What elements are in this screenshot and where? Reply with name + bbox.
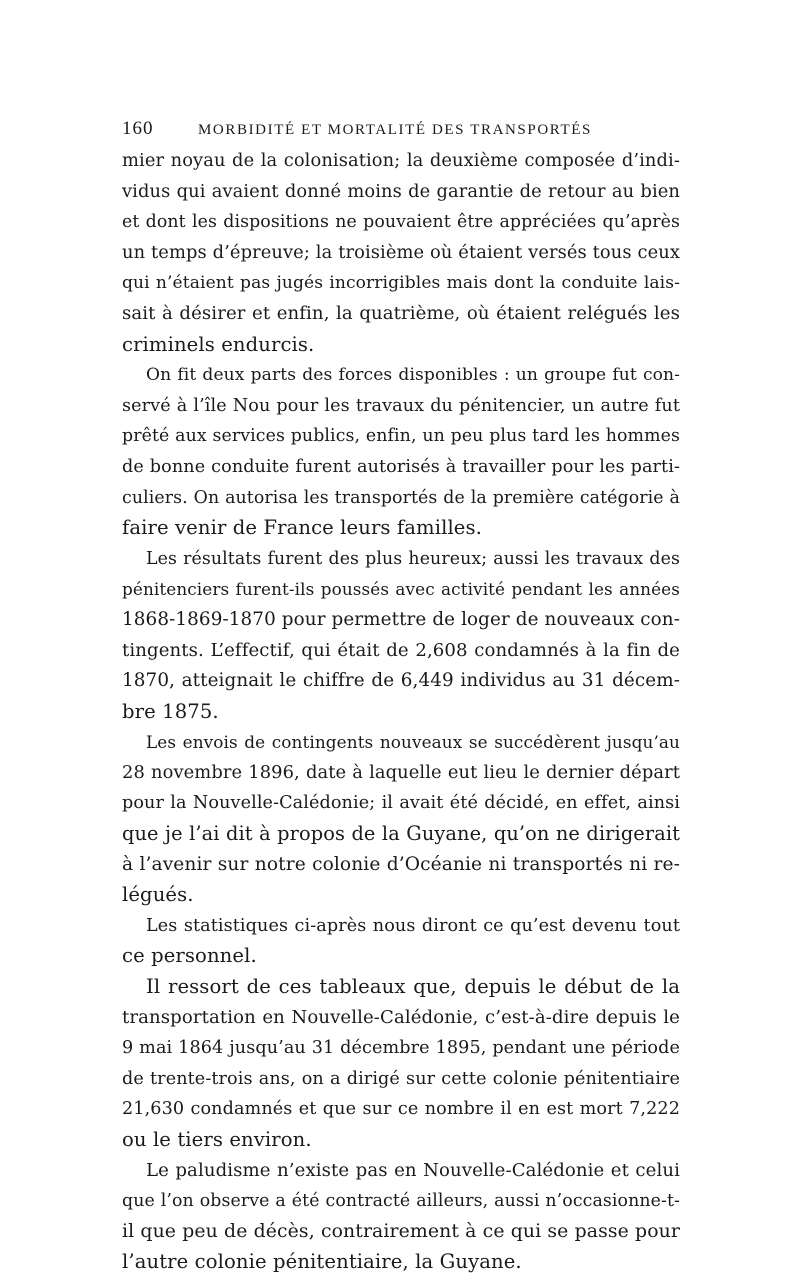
paragraph-first-line: On fit deux parts des forces disponibles : un groupe fut con-	[146, 365, 680, 386]
text-line: prêté aux services publics, enfin, un peu plus tard les hommes	[122, 426, 680, 447]
text-line: de bonne conduite furent autorisés à travailler pour les parti-	[122, 456, 680, 477]
paragraph-first-line: Les envois de contingents nouveaux se succédèrent jusqu’au	[146, 732, 680, 753]
text-line: à l’avenir sur notre colonie d’Océanie ni transportés ni re-	[122, 853, 680, 875]
text-line: pénitenciers furent-ils poussés avec activité pendant les années	[122, 579, 680, 600]
running-head	[122, 118, 680, 144]
text-line: tingents. L’effectif, qui était de 2,608 condamnés à la fin de	[122, 639, 680, 661]
text-line: ce personnel.	[122, 944, 257, 968]
text-line: un temps d’épreuve; la troisième où étaient versés tous ceux	[122, 241, 680, 263]
text-line: légués.	[122, 883, 194, 907]
text-line: et dont les dispositions ne pouvaient être appréciées qu’après	[122, 212, 680, 233]
body-text	[122, 146, 680, 1278]
text-line: il que peu de décès, contrairement à ce qui se passe pour	[122, 1220, 680, 1242]
text-line: 28 novembre 1896, date à laquelle eut lieu le dernier départ	[122, 761, 680, 783]
text-line: sait à désirer et enfin, la quatrième, où étaient relégués les	[122, 302, 680, 324]
text-line: 9 mai 1864 jusqu’au 31 décembre 1895, pendant une période	[122, 1038, 680, 1059]
paragraph-first-line: Les statistiques ci-après nous diront ce qu’est devenu tout	[146, 915, 680, 936]
text-line: faire venir de France leurs familles.	[122, 516, 482, 540]
paragraph-first-line: Les résultats furent des plus heureux; aussi les travaux des	[146, 548, 680, 569]
text-line: 1870, atteignait le chiffre de 6,449 individus au 31 décem-	[122, 670, 680, 692]
running-title: MORBIDITÉ ET MORTALITÉ DES TRANSPORTÉS	[198, 122, 592, 138]
text-line: culiers. On autorisa les transportés de la première catégorie à	[122, 487, 680, 508]
text-line: que l’on observe a été contracté ailleurs, aussi n’occasionne-t-	[122, 1191, 680, 1212]
text-line: qui n’étaient pas jugés incorrigibles mais dont la conduite lais-	[122, 273, 680, 294]
text-line: de trente-trois ans, on a dirigé sur cette colonie pénitentiaire	[122, 1068, 680, 1089]
paragraph-first-line: Le paludisme n’existe pas en Nouvelle-Calédonie et celui	[146, 1159, 680, 1181]
page-number: 160	[122, 118, 154, 139]
paragraph-first-line: Il ressort de ces tableaux que, depuis le début de la	[146, 975, 680, 999]
text-line: l’autre colonie pénitentiaire, la Guyane.	[122, 1250, 522, 1274]
text-line: 1868-1869-1870 pour permettre de loger de nouveaux con-	[122, 608, 680, 630]
text-line: transportation en Nouvelle-Calédonie, c’est-à-dire depuis le	[122, 1006, 680, 1028]
text-line: pour la Nouvelle-Calédonie; il avait été décidé, en effet, ainsi	[122, 793, 680, 814]
text-line: mier noyau de la colonisation; la deuxième composée d’indi-	[122, 150, 680, 171]
text-line: bre 1875.	[122, 699, 219, 723]
text-line: que je l’ai dit à propos de la Guyane, qu’on ne dirigerait	[122, 822, 680, 846]
text-line: criminels endurcis.	[122, 332, 315, 356]
text-line: servé à l’île Nou pour les travaux du pénitencier, un autre fut	[122, 395, 680, 416]
text-line: ou le tiers environ.	[122, 1128, 312, 1151]
text-line: 21,630 condamnés et que sur ce nombre il en est mort 7,222	[122, 1099, 680, 1120]
text-line: vidus qui avaient donné moins de garantie de retour au bien	[122, 180, 680, 202]
